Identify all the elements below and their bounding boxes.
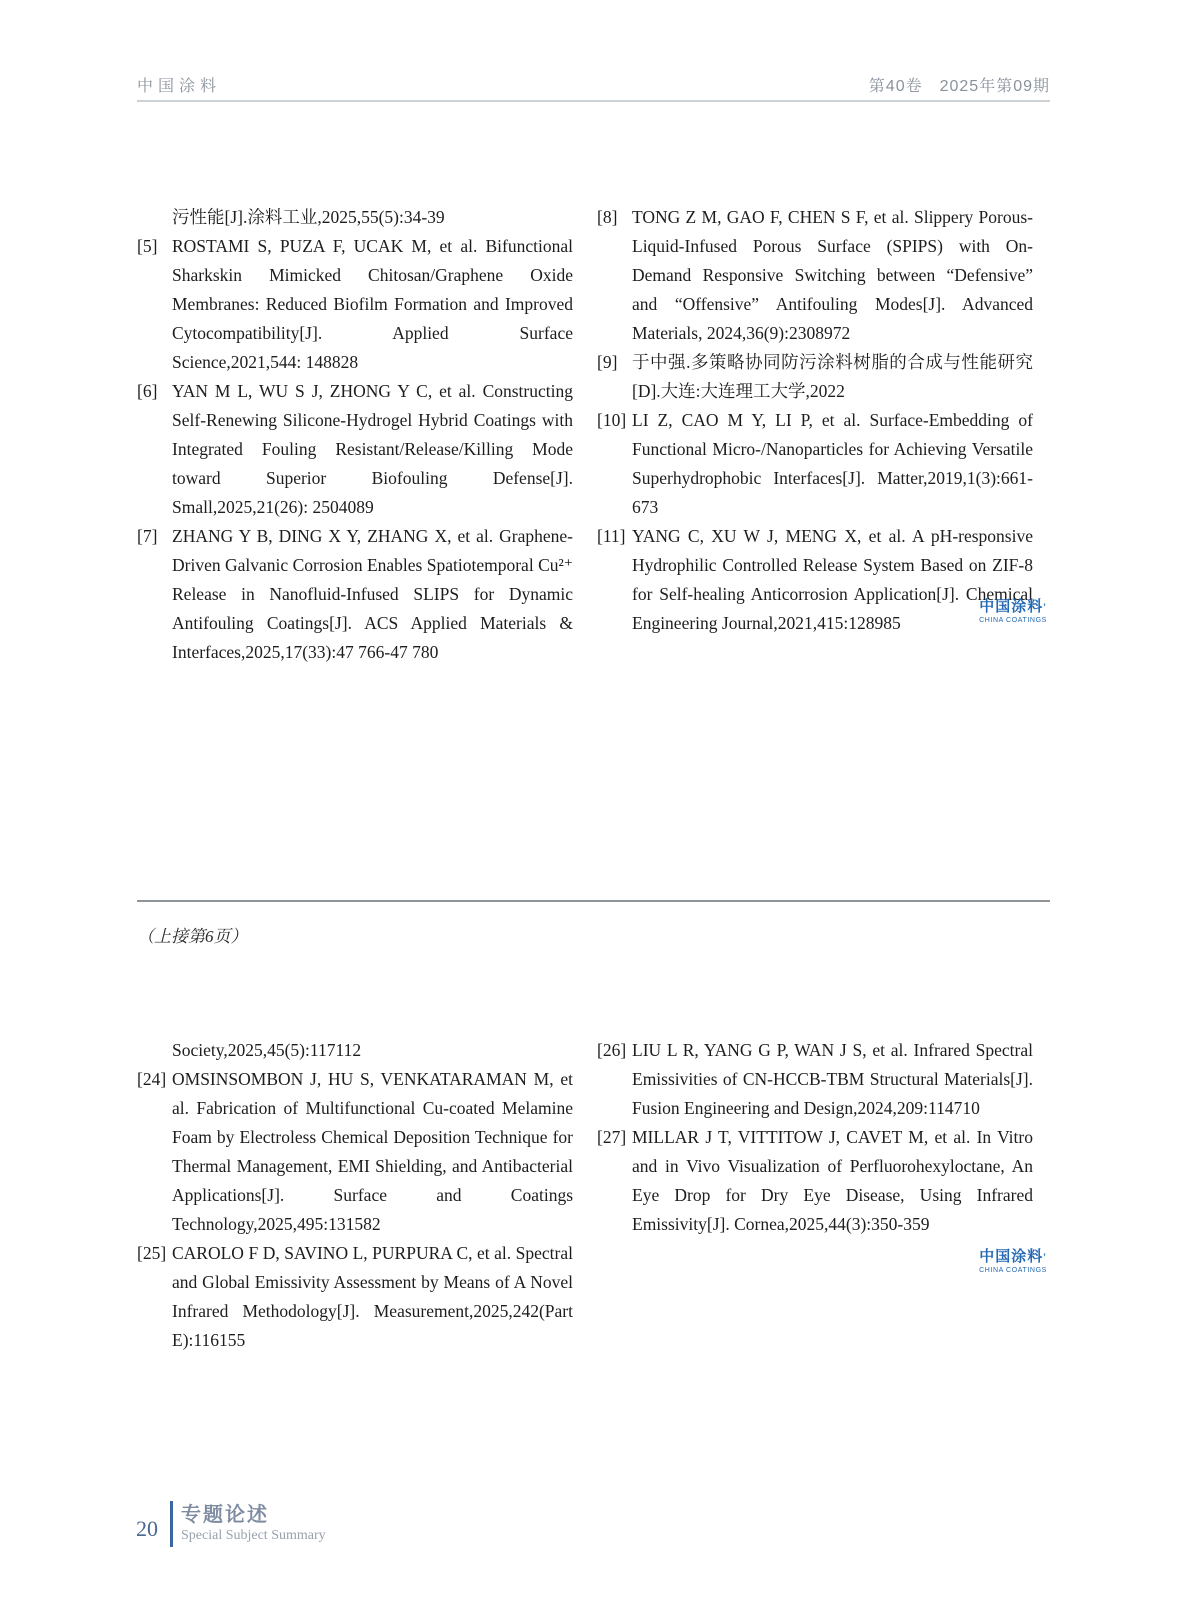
reference-number: [27]	[597, 1127, 627, 1147]
reference-number: [6]	[137, 381, 158, 401]
section-divider	[137, 900, 1050, 902]
reference-item	[597, 1036, 1033, 1123]
reference-item	[137, 1065, 573, 1239]
reference-text: LIU L R, YANG G P, WAN J S, et al. Infrared Spectral Emissivities of CN-HCCB-TBM Structural Materials[J]. Fusion Engineering and Design,2024,209:114710	[632, 1040, 1033, 1118]
logo-chinese-text: 中国涂料’	[979, 1248, 1047, 1265]
journal-title: 中国涂料	[137, 78, 222, 95]
reference-number	[137, 203, 172, 232]
reference-text: Society,2025,45(5):117112	[172, 1040, 362, 1060]
section-title-english: Special Subject Summary	[181, 1528, 326, 1543]
volume-issue: 第40卷 2025年第09期	[868, 78, 1050, 95]
logo-trademark-icon: ’	[1043, 1252, 1047, 1262]
reference-item	[137, 203, 573, 232]
reference-item	[137, 522, 573, 667]
china-coatings-logo	[978, 598, 1048, 625]
references-top-left-column	[137, 203, 573, 667]
reference-item	[137, 232, 573, 377]
reference-item	[597, 348, 1033, 406]
reference-number: [10]	[597, 410, 627, 430]
footer-accent-bar	[170, 1501, 173, 1547]
reference-item	[137, 1036, 573, 1065]
reference-text: 污性能[J].涂料工业,2025,55(5):34-39	[172, 207, 445, 227]
reference-number: [26]	[597, 1040, 627, 1060]
section-title-chinese: 专题论述	[181, 1504, 269, 1526]
reference-text: LI Z, CAO M Y, LI P, et al. Surface-Embedding of Functional Micro-/Nanoparticles for Achieving Versatile Superhydrophobic Interfaces[J]. Matter,2019,1(3):661-673	[632, 410, 1033, 517]
references-bottom-right-column	[597, 1036, 1033, 1239]
continuation-note: （上接第6页）	[137, 927, 248, 946]
footer-section-titles	[181, 1503, 326, 1545]
logo-trademark-icon: ’	[1043, 602, 1047, 612]
reference-number	[137, 1036, 172, 1065]
reference-number: [25]	[137, 1243, 167, 1263]
reference-item	[137, 1239, 573, 1355]
logo-chinese-text: 中国涂料’	[979, 598, 1047, 615]
reference-text: ZHANG Y B, DING X Y, ZHANG X, et al. Graphene-Driven Galvanic Corrosion Enables Spatiotemporal Cu²⁺ Release in Nanofluid-Infused SLIPS for Dynamic Antifouling Coatings[J]. ACS Applied Materials & Interfaces,2025,17(33):47 766-47 780	[172, 526, 573, 662]
reference-number: [8]	[597, 207, 618, 227]
logo-english-text: CHINA COATINGS	[979, 1267, 1047, 1274]
reference-item	[597, 522, 1033, 638]
references-bottom-left-column	[137, 1036, 573, 1355]
reference-text: CAROLO F D, SAVINO L, PURPURA C, et al. Spectral and Global Emissivity Assessment by Means of A Novel Infrared Methodology[J]. Measurement,2025,242(Part E):116155	[172, 1243, 573, 1350]
reference-item	[597, 203, 1033, 348]
reference-text: MILLAR J T, VITTITOW J, CAVET M, et al. In Vitro and in Vivo Visualization of Perfluorohexyloctane, An Eye Drop for Dry Eye Disease, Using Infrared Emissivity[J]. Cornea,2025,44(3):350-359	[632, 1127, 1033, 1234]
references-top-right-column	[597, 203, 1033, 638]
reference-item	[597, 1123, 1033, 1239]
reference-text: 于中强.多策略协同防污涂料树脂的合成与性能研究[D].大连:大连理工大学,2022	[632, 352, 1033, 401]
reference-text: YAN M L, WU S J, ZHONG Y C, et al. Constructing Self-Renewing Silicone-Hydrogel Hybrid Coatings with Integrated Fouling Resistant/Release/Killing Mode toward Superior Biofouling Defense[J]. Small,2025,21(26): 2504089	[172, 381, 573, 517]
reference-number: [11]	[597, 526, 626, 546]
page-footer	[133, 1500, 326, 1548]
reference-text: OMSINSOMBON J, HU S, VENKATARAMAN M, et al. Fabrication of Multifunctional Cu-coated Melamine Foam by Electroless Chemical Deposition Technique for Thermal Management, EMI Shielding, and Antibacterial Applications[J]. Surface and Coatings Technology,2025,495:131582	[172, 1069, 573, 1234]
reference-number: [24]	[137, 1069, 167, 1089]
reference-text: ROSTAMI S, PUZA F, UCAK M, et al. Bifunctional Sharkskin Mimicked Chitosan/Graphene Oxide Membranes: Reduced Biofilm Formation and Improved Cytocompatibility[J]. Applied Surface Science,2021,544: 148828	[172, 236, 573, 372]
reference-text: YANG C, XU W J, MENG X, et al. A pH-responsive Hydrophilic Controlled Release System Based on ZIF-8 for Self-healing Anticorrosion Application[J]. Chemical Engineering Journal,2021,415:128985	[632, 526, 1033, 633]
reference-number: [9]	[597, 352, 618, 372]
reference-item	[137, 377, 573, 522]
reference-number: [5]	[137, 236, 158, 256]
page-number: 20	[136, 1516, 158, 1541]
page-header	[137, 76, 1050, 102]
reference-item	[597, 406, 1033, 522]
logo-english-text: CHINA COATINGS	[979, 617, 1047, 624]
china-coatings-logo	[978, 1248, 1048, 1275]
reference-number: [7]	[137, 526, 158, 546]
reference-text: TONG Z M, GAO F, CHEN S F, et al. Slippery Porous-Liquid-Infused Porous Surface (SPIPS) with On-Demand Responsive Switching between “Defensive” and “Offensive” Antifouling Modes[J]. Advanced Materials, 2024,36(9):2308972	[632, 207, 1033, 343]
